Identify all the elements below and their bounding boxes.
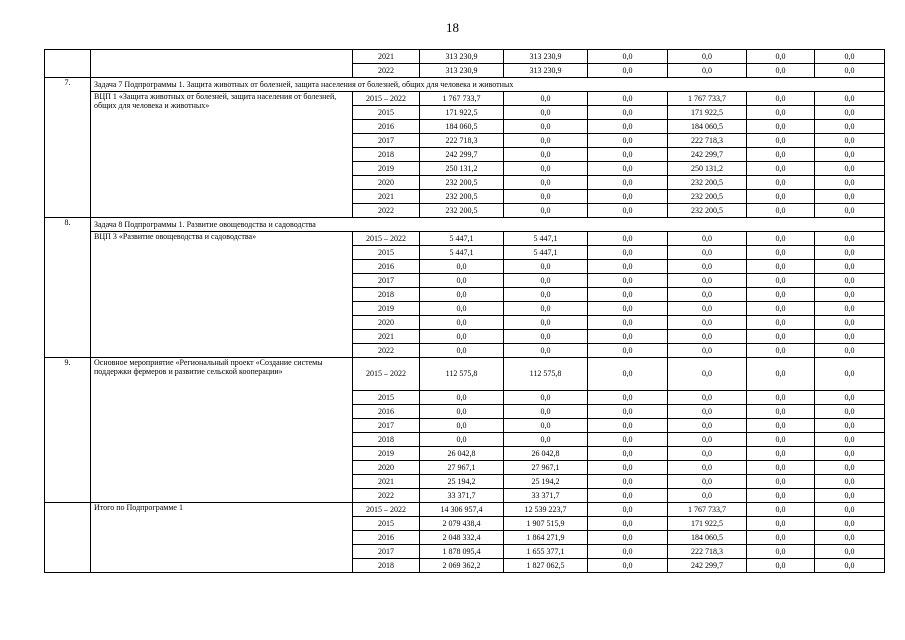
value-cell: 0,0 [815, 246, 885, 260]
table-row [45, 92, 885, 106]
value-cell: 1 767 733,7 [668, 503, 747, 517]
value-cell: 0,0 [747, 489, 815, 503]
value-cell: 2 079 438,4 [420, 517, 504, 531]
value-cell: 0,0 [588, 559, 668, 573]
value-cell: 232 200,5 [420, 204, 504, 218]
value-cell: 0,0 [815, 391, 885, 405]
value-cell: 0,0 [668, 419, 747, 433]
value-cell: 5 447,1 [504, 232, 588, 246]
value-cell: 0,0 [668, 64, 747, 78]
value-cell: 0,0 [504, 405, 588, 419]
value-cell: 1 827 062,5 [504, 559, 588, 573]
name-cell: ВЦП 1 «Защита животных от болезней, защита населения от болезней, общих для человека и животных» [91, 92, 353, 218]
value-cell: 222 718,3 [420, 134, 504, 148]
value-cell: 184 060,5 [668, 531, 747, 545]
value-cell: 0,0 [815, 64, 885, 78]
value-cell: 0,0 [815, 260, 885, 274]
value-cell: 26 042,8 [504, 447, 588, 461]
value-cell: 313 230,9 [504, 64, 588, 78]
value-cell: 0,0 [747, 391, 815, 405]
value-cell: 250 131,2 [668, 162, 747, 176]
year-cell: 2020 [353, 176, 420, 190]
value-cell: 0,0 [420, 316, 504, 330]
value-cell: 1 878 095,4 [420, 545, 504, 559]
value-cell: 0,0 [420, 274, 504, 288]
year-cell: 2015 [353, 246, 420, 260]
value-cell: 0,0 [668, 358, 747, 391]
value-cell: 0,0 [588, 545, 668, 559]
value-cell: 0,0 [747, 405, 815, 419]
value-cell: 0,0 [815, 50, 885, 64]
value-cell: 232 200,5 [668, 204, 747, 218]
year-cell: 2016 [353, 120, 420, 134]
year-cell: 2020 [353, 316, 420, 330]
value-cell: 0,0 [815, 162, 885, 176]
year-cell: 2022 [353, 489, 420, 503]
value-cell: 1 655 377,1 [504, 545, 588, 559]
value-cell: 0,0 [504, 260, 588, 274]
value-cell: 313 230,9 [420, 64, 504, 78]
value-cell: 0,0 [815, 302, 885, 316]
value-cell: 26 042,8 [420, 447, 504, 461]
year-cell: 2016 [353, 260, 420, 274]
value-cell: 232 200,5 [668, 176, 747, 190]
value-cell: 0,0 [747, 330, 815, 344]
value-cell: 0,0 [815, 176, 885, 190]
year-cell: 2022 [353, 64, 420, 78]
value-cell: 0,0 [668, 302, 747, 316]
value-cell: 0,0 [747, 204, 815, 218]
value-cell: 0,0 [815, 475, 885, 489]
value-cell: 0,0 [588, 391, 668, 405]
value-cell: 0,0 [747, 176, 815, 190]
value-cell: 0,0 [504, 120, 588, 134]
value-cell: 0,0 [588, 274, 668, 288]
value-cell: 0,0 [747, 162, 815, 176]
value-cell: 0,0 [588, 232, 668, 246]
number-cell: 8. [45, 218, 91, 358]
year-cell: 2016 [353, 405, 420, 419]
value-cell: 0,0 [504, 134, 588, 148]
year-cell: 2017 [353, 545, 420, 559]
value-cell: 0,0 [815, 232, 885, 246]
value-cell: 0,0 [588, 176, 668, 190]
year-cell: 2018 [353, 288, 420, 302]
value-cell: 0,0 [588, 330, 668, 344]
value-cell: 0,0 [420, 288, 504, 302]
value-cell: 0,0 [588, 50, 668, 64]
value-cell: 0,0 [747, 92, 815, 106]
value-cell: 0,0 [504, 148, 588, 162]
value-cell: 0,0 [747, 545, 815, 559]
value-cell: 0,0 [815, 190, 885, 204]
value-cell: 0,0 [668, 232, 747, 246]
value-cell: 0,0 [668, 433, 747, 447]
value-cell: 0,0 [504, 92, 588, 106]
value-cell: 25 194,2 [504, 475, 588, 489]
value-cell: 0,0 [588, 120, 668, 134]
table-row [45, 50, 885, 64]
value-cell: 2 048 332,4 [420, 531, 504, 545]
value-cell: 0,0 [747, 531, 815, 545]
value-cell: 0,0 [504, 106, 588, 120]
value-cell: 0,0 [588, 204, 668, 218]
value-cell: 0,0 [668, 475, 747, 489]
value-cell: 25 194,2 [420, 475, 504, 489]
value-cell: 0,0 [588, 503, 668, 517]
budget-table [44, 49, 885, 573]
year-cell: 2021 [353, 50, 420, 64]
value-cell: 0,0 [588, 433, 668, 447]
value-cell: 0,0 [588, 302, 668, 316]
page-number: 18 [446, 20, 459, 35]
value-cell: 0,0 [420, 391, 504, 405]
value-cell: 0,0 [815, 489, 885, 503]
value-cell: 313 230,9 [504, 50, 588, 64]
value-cell: 0,0 [504, 302, 588, 316]
value-cell: 0,0 [747, 316, 815, 330]
value-cell: 0,0 [420, 419, 504, 433]
value-cell: 5 447,1 [420, 246, 504, 260]
value-cell: 0,0 [420, 405, 504, 419]
name-cell [91, 50, 353, 78]
value-cell: 33 371,7 [504, 489, 588, 503]
value-cell: 0,0 [815, 92, 885, 106]
table-row [45, 232, 885, 246]
value-cell: 242 299,7 [668, 559, 747, 573]
year-cell: 2015 – 2022 [353, 232, 420, 246]
value-cell: 0,0 [504, 162, 588, 176]
value-cell: 0,0 [747, 344, 815, 358]
number-cell: 9. [45, 358, 91, 503]
value-cell: 250 131,2 [420, 162, 504, 176]
value-cell: 0,0 [668, 489, 747, 503]
value-cell: 0,0 [815, 274, 885, 288]
year-cell: 2017 [353, 134, 420, 148]
value-cell: 0,0 [747, 64, 815, 78]
value-cell: 0,0 [747, 302, 815, 316]
name-cell: ВЦП 3 «Развитие овощеводства и садоводства» [91, 232, 353, 358]
year-cell: 2018 [353, 559, 420, 573]
value-cell: 0,0 [588, 531, 668, 545]
task-row [45, 78, 885, 92]
value-cell: 0,0 [668, 391, 747, 405]
value-cell: 0,0 [504, 419, 588, 433]
value-cell: 0,0 [504, 190, 588, 204]
value-cell: 0,0 [747, 288, 815, 302]
value-cell: 232 200,5 [420, 190, 504, 204]
value-cell: 0,0 [420, 433, 504, 447]
year-cell: 2015 – 2022 [353, 358, 420, 391]
value-cell: 0,0 [747, 190, 815, 204]
value-cell: 0,0 [815, 344, 885, 358]
value-cell: 33 371,7 [420, 489, 504, 503]
value-cell: 0,0 [668, 461, 747, 475]
value-cell: 0,0 [747, 461, 815, 475]
value-cell: 0,0 [668, 288, 747, 302]
value-cell: 0,0 [588, 405, 668, 419]
value-cell: 0,0 [420, 330, 504, 344]
value-cell: 0,0 [815, 358, 885, 391]
value-cell: 0,0 [747, 447, 815, 461]
value-cell: 0,0 [588, 447, 668, 461]
value-cell: 0,0 [668, 316, 747, 330]
value-cell: 0,0 [815, 316, 885, 330]
value-cell: 5 447,1 [504, 246, 588, 260]
year-cell: 2018 [353, 433, 420, 447]
year-cell: 2021 [353, 475, 420, 489]
value-cell: 0,0 [588, 162, 668, 176]
value-cell: 12 539 223,7 [504, 503, 588, 517]
value-cell: 0,0 [815, 204, 885, 218]
value-cell: 0,0 [668, 447, 747, 461]
table-row [45, 358, 885, 391]
value-cell: 0,0 [815, 405, 885, 419]
value-cell: 0,0 [588, 316, 668, 330]
value-cell: 0,0 [747, 503, 815, 517]
value-cell: 14 306 957,4 [420, 503, 504, 517]
name-cell: Итого по Подпрограмме 1 [91, 503, 353, 573]
value-cell: 0,0 [668, 260, 747, 274]
value-cell: 0,0 [815, 545, 885, 559]
value-cell: 0,0 [588, 92, 668, 106]
value-cell: 0,0 [588, 106, 668, 120]
value-cell: 0,0 [815, 106, 885, 120]
task-row [45, 218, 885, 232]
value-cell: 232 200,5 [668, 190, 747, 204]
value-cell: 184 060,5 [668, 120, 747, 134]
value-cell: 0,0 [504, 176, 588, 190]
value-cell: 0,0 [588, 517, 668, 531]
task-title-cell: Задача 7 Подпрограммы 1. Защита животных от болезней, защита населения от болезней, общих для человека и животных [91, 78, 885, 92]
value-cell: 1 864 271,9 [504, 531, 588, 545]
value-cell: 0,0 [588, 260, 668, 274]
value-cell: 0,0 [747, 106, 815, 120]
year-cell: 2015 [353, 391, 420, 405]
value-cell: 0,0 [747, 50, 815, 64]
number-cell [45, 50, 91, 78]
value-cell: 0,0 [747, 260, 815, 274]
value-cell: 0,0 [588, 344, 668, 358]
value-cell: 0,0 [747, 246, 815, 260]
value-cell: 0,0 [588, 358, 668, 391]
value-cell: 1 767 733,7 [668, 92, 747, 106]
year-cell: 2022 [353, 344, 420, 358]
value-cell: 171 922,5 [420, 106, 504, 120]
year-cell: 2017 [353, 274, 420, 288]
value-cell: 0,0 [668, 274, 747, 288]
value-cell: 0,0 [668, 50, 747, 64]
value-cell: 5 447,1 [420, 232, 504, 246]
year-cell: 2015 [353, 517, 420, 531]
year-cell: 2015 [353, 106, 420, 120]
value-cell: 1 767 733,7 [420, 92, 504, 106]
year-cell: 2019 [353, 162, 420, 176]
value-cell: 0,0 [815, 134, 885, 148]
value-cell: 0,0 [504, 288, 588, 302]
value-cell: 0,0 [815, 503, 885, 517]
value-cell: 0,0 [747, 419, 815, 433]
year-cell: 2022 [353, 204, 420, 218]
value-cell: 0,0 [504, 204, 588, 218]
value-cell: 0,0 [504, 391, 588, 405]
value-cell: 0,0 [668, 246, 747, 260]
value-cell: 0,0 [420, 260, 504, 274]
value-cell: 0,0 [588, 134, 668, 148]
value-cell: 313 230,9 [420, 50, 504, 64]
value-cell: 0,0 [668, 344, 747, 358]
value-cell: 0,0 [815, 531, 885, 545]
value-cell: 0,0 [588, 64, 668, 78]
value-cell: 171 922,5 [668, 106, 747, 120]
value-cell: 0,0 [588, 148, 668, 162]
value-cell: 112 575,8 [420, 358, 504, 391]
value-cell: 0,0 [504, 330, 588, 344]
value-cell: 0,0 [668, 405, 747, 419]
name-cell: Основное мероприятие «Региональный проект «Создание системы поддержки фермеров и развитие сельской кооперации» [91, 358, 353, 503]
value-cell: 0,0 [815, 120, 885, 134]
value-cell: 112 575,8 [504, 358, 588, 391]
year-cell: 2021 [353, 330, 420, 344]
value-cell: 242 299,7 [668, 148, 747, 162]
value-cell: 0,0 [815, 419, 885, 433]
value-cell: 0,0 [815, 288, 885, 302]
value-cell: 0,0 [420, 302, 504, 316]
value-cell: 0,0 [504, 433, 588, 447]
value-cell: 0,0 [747, 475, 815, 489]
value-cell: 0,0 [504, 316, 588, 330]
table-row [45, 503, 885, 517]
value-cell: 0,0 [815, 447, 885, 461]
value-cell: 171 922,5 [668, 517, 747, 531]
value-cell: 0,0 [815, 433, 885, 447]
value-cell: 0,0 [588, 419, 668, 433]
year-cell: 2015 – 2022 [353, 503, 420, 517]
year-cell: 2018 [353, 148, 420, 162]
year-cell: 2017 [353, 419, 420, 433]
year-cell: 2019 [353, 447, 420, 461]
task-title-cell: Задача 8 Подпрограммы 1. Развитие овощеводства и садоводства [91, 218, 885, 232]
value-cell: 0,0 [747, 517, 815, 531]
value-cell: 0,0 [747, 148, 815, 162]
value-cell: 222 718,3 [668, 134, 747, 148]
value-cell: 0,0 [588, 461, 668, 475]
value-cell: 0,0 [815, 148, 885, 162]
value-cell: 0,0 [747, 134, 815, 148]
year-cell: 2020 [353, 461, 420, 475]
year-cell: 2016 [353, 531, 420, 545]
value-cell: 0,0 [747, 274, 815, 288]
value-cell: 0,0 [747, 433, 815, 447]
value-cell: 0,0 [815, 461, 885, 475]
value-cell: 222 718,3 [668, 545, 747, 559]
value-cell: 27 967,1 [420, 461, 504, 475]
value-cell: 0,0 [668, 330, 747, 344]
value-cell: 0,0 [588, 489, 668, 503]
value-cell: 0,0 [420, 344, 504, 358]
number-cell [45, 503, 91, 573]
value-cell: 27 967,1 [504, 461, 588, 475]
value-cell: 0,0 [588, 288, 668, 302]
value-cell: 1 907 515,9 [504, 517, 588, 531]
value-cell: 184 060,5 [420, 120, 504, 134]
value-cell: 0,0 [747, 120, 815, 134]
value-cell: 0,0 [747, 358, 815, 391]
value-cell: 0,0 [747, 232, 815, 246]
value-cell: 0,0 [588, 190, 668, 204]
value-cell: 242 299,7 [420, 148, 504, 162]
value-cell: 0,0 [588, 246, 668, 260]
value-cell: 0,0 [588, 475, 668, 489]
year-cell: 2021 [353, 190, 420, 204]
year-cell: 2019 [353, 302, 420, 316]
value-cell: 0,0 [815, 517, 885, 531]
value-cell: 0,0 [815, 559, 885, 573]
value-cell: 0,0 [504, 344, 588, 358]
value-cell: 0,0 [747, 559, 815, 573]
value-cell: 0,0 [504, 274, 588, 288]
year-cell: 2015 – 2022 [353, 92, 420, 106]
value-cell: 2 069 362,2 [420, 559, 504, 573]
value-cell: 0,0 [815, 330, 885, 344]
number-cell: 7. [45, 78, 91, 218]
value-cell: 232 200,5 [420, 176, 504, 190]
